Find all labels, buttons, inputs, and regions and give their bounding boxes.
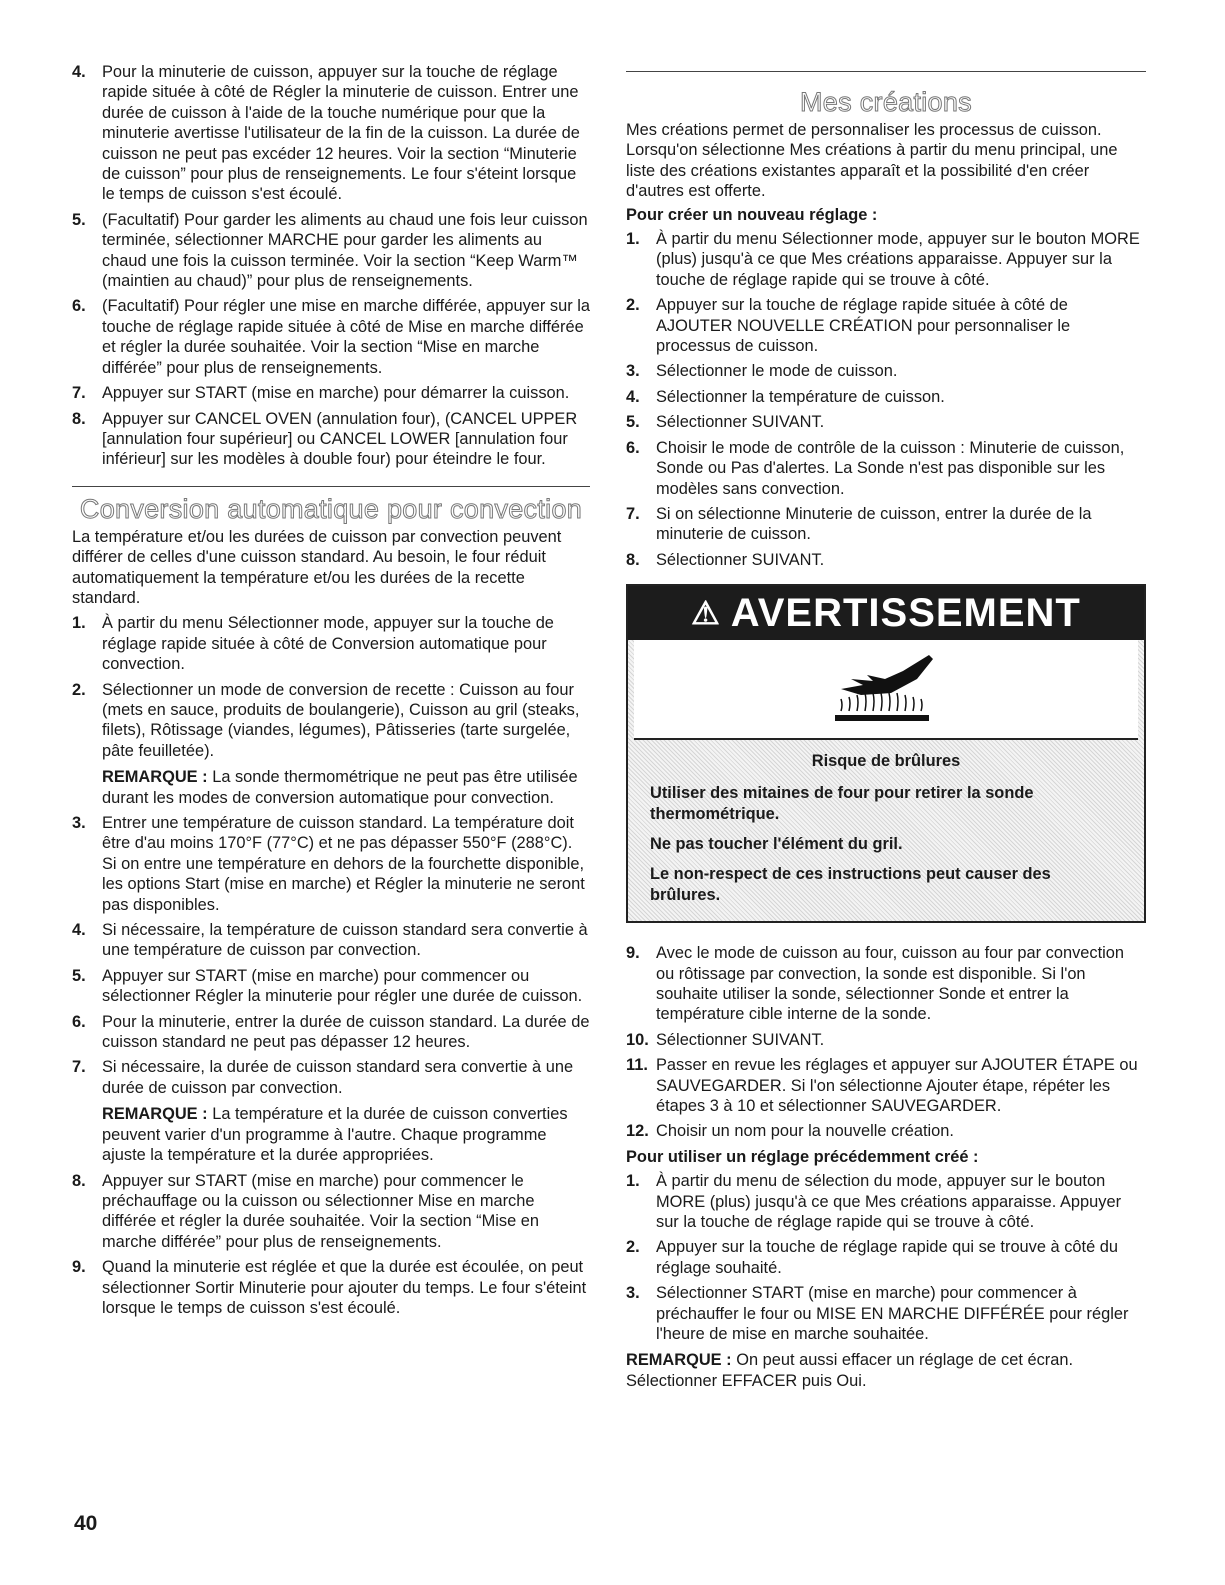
step-number: 3. [626, 362, 640, 381]
left-column [72, 62, 590, 1323]
step-number: 6. [626, 438, 640, 457]
section-divider [72, 486, 590, 487]
step-text: Si nécessaire, la température de cuisson standard sera convertie à une température de cuisson par convection. [102, 921, 588, 960]
step-number: 12. [626, 1122, 649, 1141]
step-number: 11. [626, 1056, 648, 1075]
step-text: À partir du menu de sélection du mode, appuyer sur le bouton MORE (plus) jusqu'à ce que Mes créations apparaisse. Appuyer sur la touche de réglage rapide qui se trouve à côté. [656, 1172, 1122, 1232]
section-title-mes-creations: Mes créations [800, 87, 972, 117]
step-number: 7. [626, 504, 640, 523]
list-item [626, 412, 1146, 432]
list-item [72, 1057, 590, 1165]
page-number: 40 [74, 1512, 98, 1535]
step-number: 2. [626, 296, 640, 315]
section-divider [626, 71, 1146, 72]
list-item [72, 680, 590, 808]
list-item [626, 504, 1146, 545]
step-number: 2. [72, 680, 86, 699]
step-number: 5. [626, 413, 640, 432]
step-text: Appuyer sur la touche de réglage rapide qui se trouve à côté du réglage souhaité. [656, 1238, 1118, 1277]
step-text: (Facultatif) Pour garder les aliments au chaud une fois leur cuisson terminée, sélectionner MARCHE pour garder les aliments au chaud une fois la cuisson terminée. Voir la section “Keep Warm™ (maintien au chaud)” pour plus de renseignements. [102, 210, 588, 291]
step-text: Sélectionner la température de cuisson. [656, 387, 945, 406]
step-number: 1. [626, 1172, 640, 1191]
warning-pictogram [634, 640, 1138, 740]
list-item [72, 383, 590, 403]
step-number: 9. [72, 1258, 86, 1277]
list-item [626, 295, 1146, 356]
step-number: 1. [72, 614, 86, 633]
list-item [626, 361, 1146, 381]
step-note-text: La sonde thermométrique ne peut pas être utilisée durant les modes de conversion automatique pour convection. [102, 768, 578, 807]
list-item [72, 409, 590, 470]
list-item [72, 296, 590, 378]
list-item [626, 1121, 1146, 1141]
step-note [102, 767, 590, 808]
step-note-label: REMARQUE : [102, 1105, 208, 1124]
list-item [626, 943, 1146, 1025]
mes-creations-intro: Mes créations permet de personnaliser les processus de cuisson. Lorsqu'on sélectionne Mes créations à partir du menu principal, une liste des créations existantes apparaît et la possibilité d'en créer d'autres est offerte. [626, 121, 1118, 201]
warning-triangle-icon: ⚠ [691, 595, 721, 632]
step-text: Passer en revue les réglages et appuyer sur AJOUTER ÉTAPE ou SAUVEGARDER. Si l'on sélectionne Ajouter étape, répéter les étapes 3 à 10 et sélectionner SAUVEGARDER. [656, 1056, 1138, 1115]
list-item [72, 1012, 590, 1053]
step-number: 9. [626, 944, 640, 963]
list-item [72, 210, 590, 292]
step-number: 3. [72, 814, 86, 832]
step-number: 3. [626, 1284, 640, 1303]
step-number: 6. [72, 1012, 86, 1031]
list-item [626, 1030, 1146, 1050]
list-item [626, 550, 1146, 570]
step-text: Entrer une température de cuisson standard. La température doit être d'au moins 170°F (77°C) et ne pas dépasser 550°F (288°C). Si on entre une température en dehors de la fourchette disponible, les options Start (mise en marche) et Régler la minuterie ne seront pas disponibles. [102, 814, 585, 914]
step-note [102, 1104, 590, 1165]
final-note [626, 1350, 1146, 1391]
list-item [72, 813, 590, 915]
step-number: 1. [626, 230, 640, 249]
step-text: Quand la minuterie est réglée et que la durée est écoulée, on peut sélectionner Sortir Minuterie pour ajouter du temps. Le four s'éteint lorsque le temps de cuisson s'est écoulé. [102, 1258, 587, 1317]
step-note-label: REMARQUE : [102, 768, 208, 787]
step-text: Sélectionner un mode de conversion de recette : Cuisson au four (mets en sauce, produits de boulangerie), Cuisson au gril (steaks, filets), Rôtissage (viandes, légumes), Pâtisseries (tarte surgelée, pâte feuilletée). [102, 680, 580, 760]
step-text: À partir du menu Sélectionner mode, appuyer sur la touche de réglage rapide située à côté de Conversion automatique pour convection. [102, 614, 554, 674]
section-title-conversion: Conversion automatique pour convection [79, 493, 583, 524]
list-item [626, 1055, 1146, 1116]
step-text: (Facultatif) Pour régler une mise en marche différée, appuyer sur la touche de réglage rapide située à côté de Mise en marche différée et régler la durée souhaitée. Voir la section “Mise en marche différée” pour plus de renseignements. [102, 297, 591, 377]
left-top-steps [72, 62, 590, 470]
step-text: Sélectionner le mode de cuisson. [656, 362, 898, 381]
conversion-intro: La température et/ou les durées de cuisson par convection peuvent différer de celles d'une cuisson standard. Au besoin, le four réduit automatiquement la température et/ou les durées de la recette standard. [72, 527, 562, 607]
step-text: Avec le mode de cuisson au four, cuisson au four par convection ou rôtissage par convection, la sonde est disponible. Si l'on souhaite utiliser la sonde, sélectionner Sonde et entrer la température cible interne de la sonde. [656, 944, 1125, 1024]
step-text: Si nécessaire, la durée de cuisson standard sera convertie à une durée de cuisson par convection. [102, 1058, 574, 1097]
list-item [626, 1171, 1146, 1232]
hot-surface-hand-icon [821, 649, 951, 729]
step-number: 8. [72, 409, 86, 428]
step-text: Sélectionner SUIVANT. [656, 1030, 825, 1049]
warning-box [626, 584, 1146, 923]
step-text: Appuyer sur START (mise en marche) pour démarrer la cuisson. [102, 384, 570, 403]
list-item [72, 613, 590, 674]
warning-title: Risque de brûlures [811, 752, 961, 771]
more-steps [626, 943, 1146, 1142]
step-text: Si on sélectionne Minuterie de cuisson, entrer la durée de la minuterie de cuisson. [656, 504, 1092, 544]
step-number: 5. [72, 210, 86, 229]
step-number: 4. [72, 63, 86, 81]
final-note-text: On peut aussi effacer un réglage de cet écran. Sélectionner EFFACER puis Oui. [626, 1351, 1074, 1390]
step-text: Appuyer sur START (mise en marche) pour commencer ou sélectionner Régler la minuterie pour régler une durée de cuisson. [102, 966, 583, 1006]
warning-header [628, 586, 1144, 640]
step-number: 7. [72, 1058, 86, 1077]
conversion-steps [72, 613, 590, 1318]
warning-line: Ne pas toucher l'élément du gril. [650, 834, 903, 853]
warning-line: Utiliser des mitaines de four pour retirer la sonde thermométrique. [650, 784, 1034, 823]
warning-line: Le non-respect de ces instructions peut causer des brûlures. [650, 865, 1051, 904]
warning-header-label: AVERTISSEMENT [730, 590, 1081, 635]
step-text: Sélectionner SUIVANT. [656, 413, 825, 432]
step-text: À partir du menu Sélectionner mode, appuyer sur le bouton MORE (plus) jusqu'à ce que Mes créations apparaisse. Appuyer sur la touche de réglage rapide qui se trouve à côté. [656, 230, 1140, 289]
step-text: Appuyer sur la touche de réglage rapide située à côté de AJOUTER NOUVELLE CRÉATION pour personnaliser le processus de cuisson. [656, 296, 1071, 356]
step-number: 8. [626, 550, 640, 569]
use-heading: Pour utiliser un réglage précédemment créé : [626, 1147, 979, 1166]
step-number: 7. [72, 384, 86, 403]
step-text: Sélectionner START (mise en marche) pour commencer à préchauffer le four ou MISE EN MARCHE DIFFÉRÉE pour régler l'heure de mise en marche souhaitée. [656, 1284, 1129, 1344]
list-item [626, 1283, 1146, 1344]
list-item [72, 920, 590, 961]
step-text: Appuyer sur START (mise en marche) pour commencer le préchauffage ou la cuisson ou sélectionner Mise en marche différée et régler la durée souhaitée. Voir la section “Mise en marche différée” pour plus de renseignements. [102, 1171, 540, 1251]
list-item [626, 229, 1146, 290]
step-number: 10. [626, 1030, 649, 1049]
use-steps [626, 1171, 1146, 1344]
step-text: Choisir un nom pour la nouvelle création. [656, 1122, 954, 1141]
list-item [626, 387, 1146, 407]
list-item [626, 438, 1146, 499]
step-text: Sélectionner SUIVANT. [656, 550, 825, 569]
step-number: 8. [72, 1171, 86, 1190]
list-item [72, 1171, 590, 1253]
step-number: 2. [626, 1238, 640, 1257]
step-number: 6. [72, 297, 86, 316]
warning-body [628, 740, 1144, 921]
step-text: Pour la minuterie, entrer la durée de cuisson standard. La durée de cuisson standard ne peut pas dépasser 12 heures. [102, 1012, 590, 1052]
list-item [72, 62, 590, 205]
create-heading: Pour créer un nouveau réglage : [626, 205, 878, 224]
step-text: Appuyer sur CANCEL OVEN (annulation four), (CANCEL UPPER [annulation four supérieur] ou CANCEL LOWER [annulation four inférieur] sur les modèles à double four) pour éteindre le four. [102, 409, 578, 469]
step-text: Pour la minuterie de cuisson, appuyer sur la touche de réglage rapide située à côté de Régler la minuterie de cuisson. Entrer une durée de cuisson à l'aide de la touche numérique pour que la minuterie avertisse l'utilisateur de la fin de la cuisson. La durée de cuisson ne peut pas excéder 12 heures. Voir la section “Minuterie de cuisson” pour plus de renseignements. Le four s'éteint lorsque le temps de cuisson s'est écoulé. [102, 63, 580, 204]
create-steps [626, 229, 1146, 570]
step-note-text: La température et la durée de cuisson converties peuvent varier d'un programme à l'autre. Chaque programme ajuste la température et la durée appropriées. [102, 1105, 568, 1165]
final-note-label: REMARQUE : [626, 1351, 732, 1370]
list-item [626, 1237, 1146, 1278]
step-number: 4. [72, 921, 86, 940]
step-text: Choisir le mode de contrôle de la cuisson : Minuterie de cuisson, Sonde ou Pas d'alertes. La Sonde n'est pas disponible sur les modèles sans convection. [656, 438, 1125, 498]
list-item [72, 1257, 590, 1318]
step-number: 4. [626, 387, 640, 406]
list-item [72, 966, 590, 1007]
right-column [626, 71, 1146, 1391]
step-number: 5. [72, 966, 86, 985]
